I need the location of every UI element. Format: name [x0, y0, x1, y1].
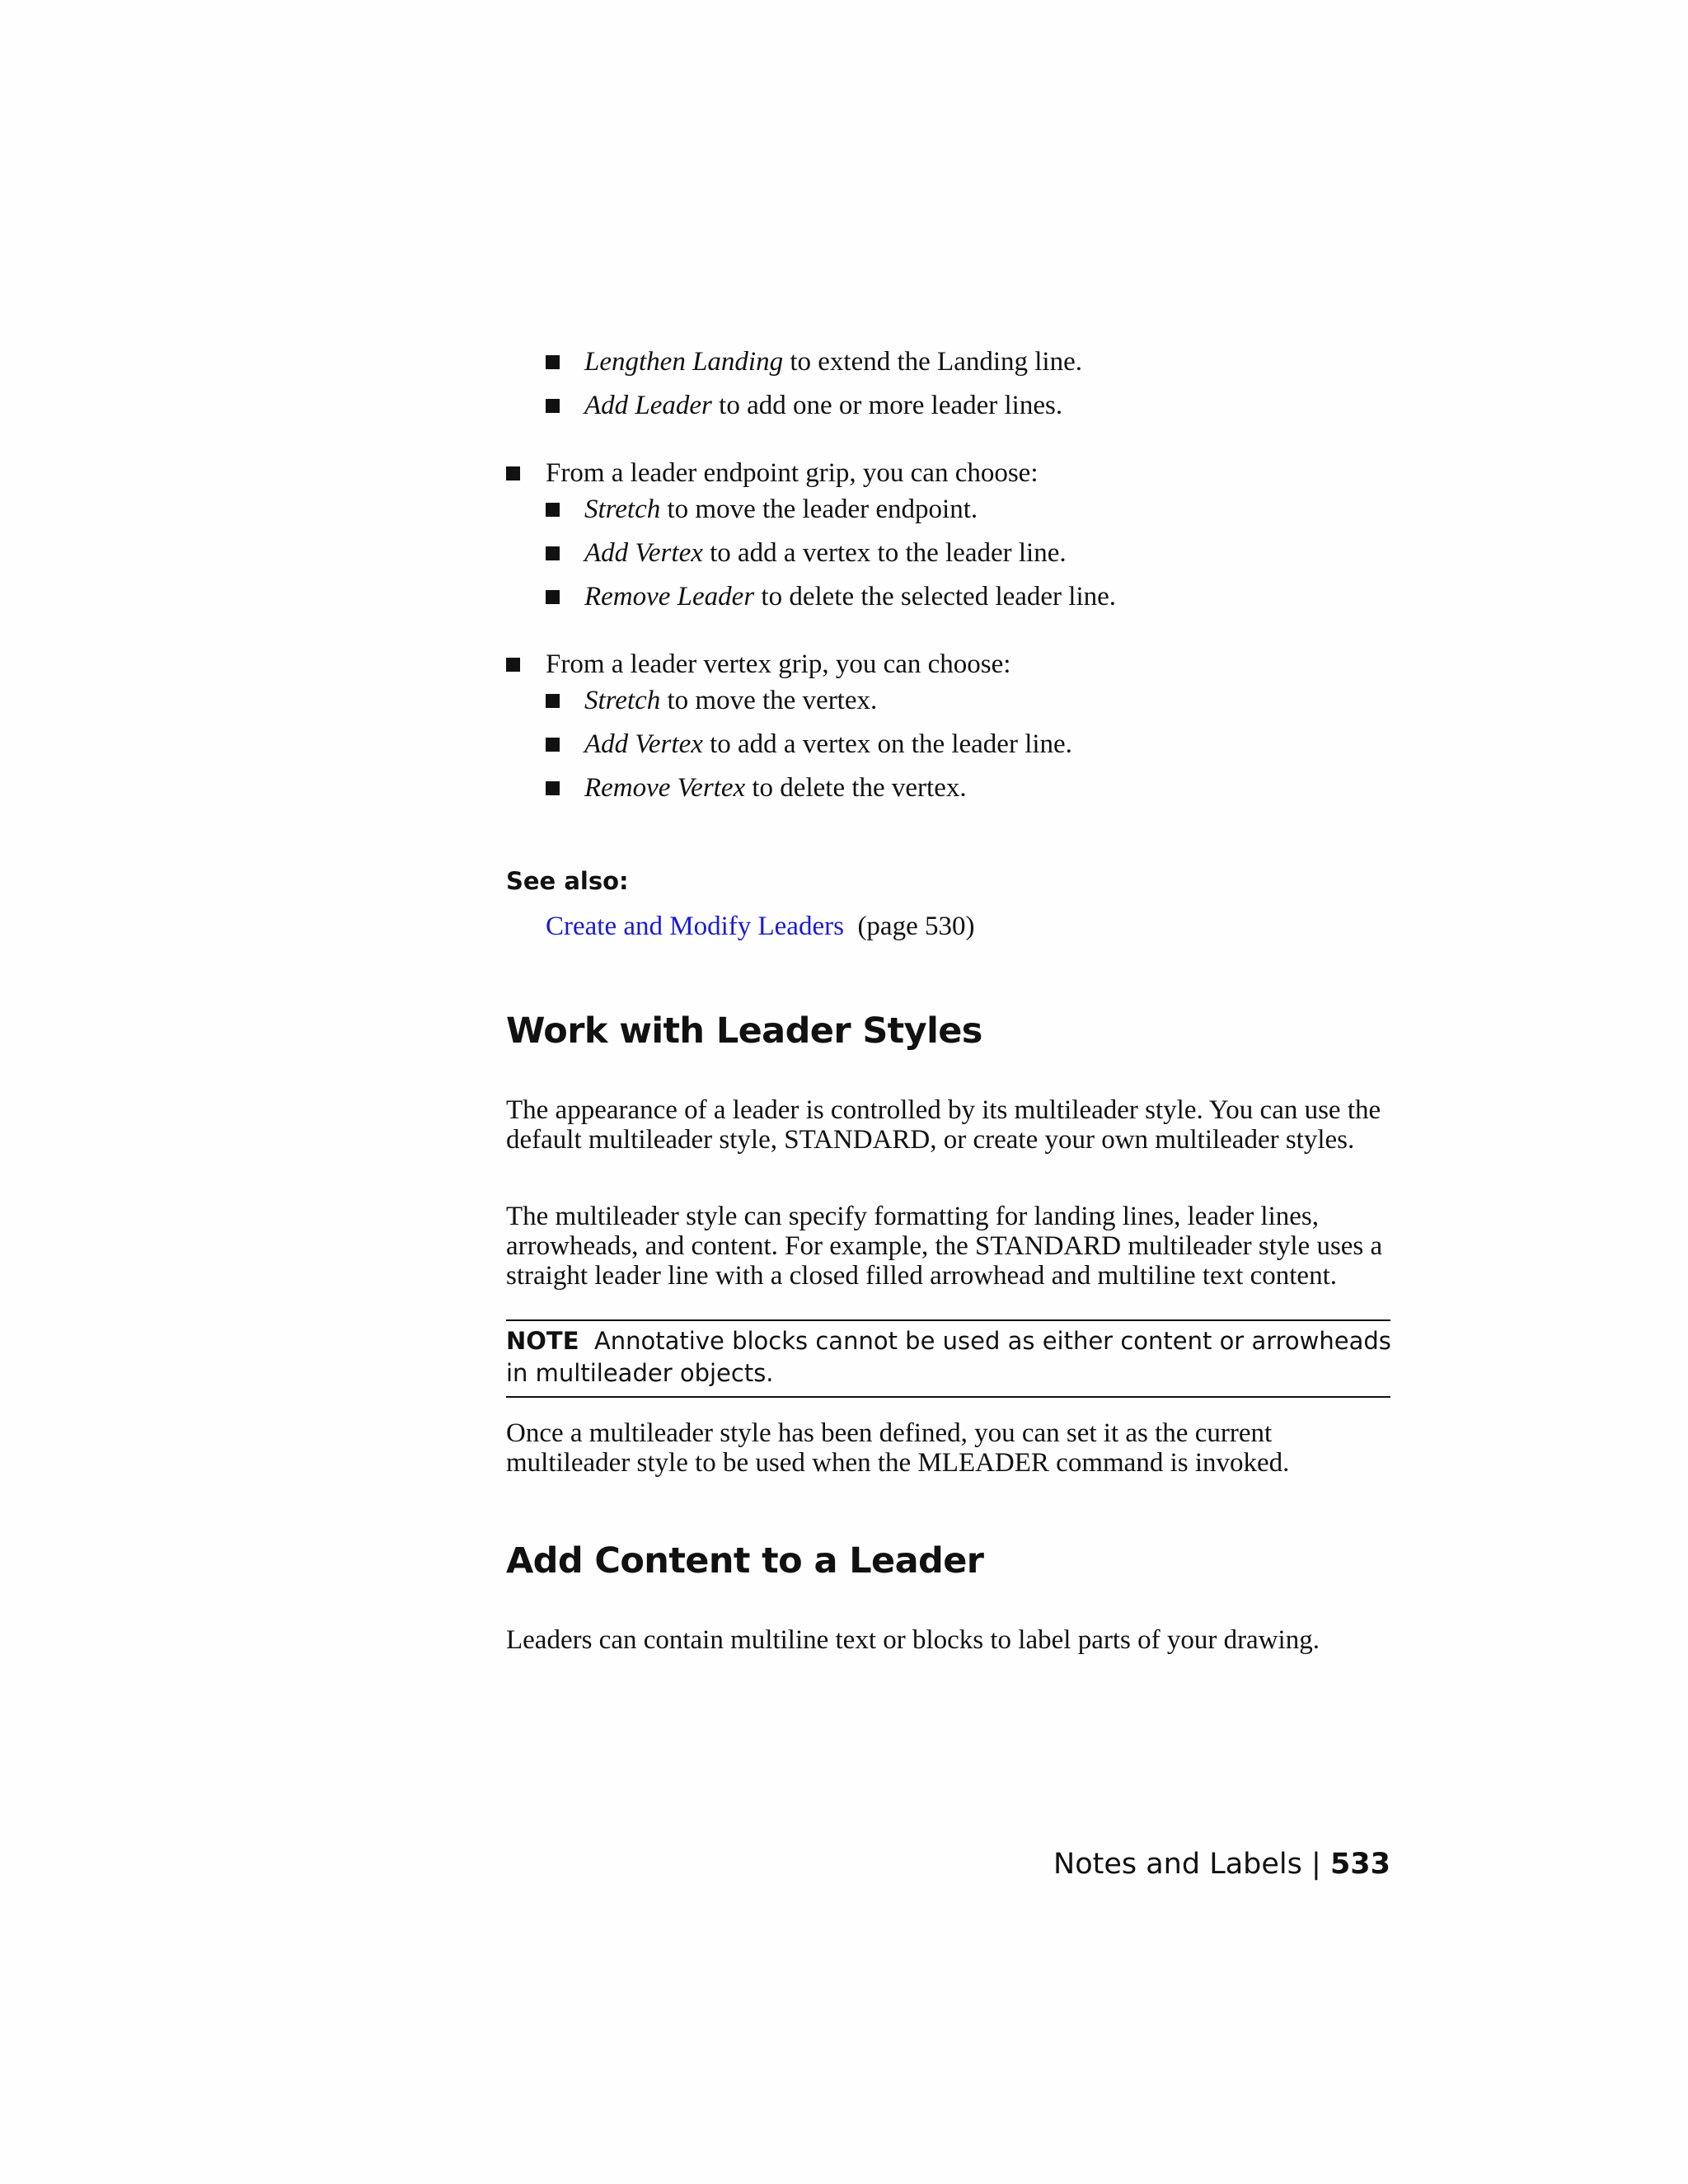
paragraph: Leaders can contain multiline text or blocks to label parts of your drawing.: [506, 1625, 1320, 1655]
list-item-term: Stretch: [584, 494, 661, 524]
list-item-text: to move the vertex.: [660, 686, 878, 715]
list-item-endpoint-grip: From a leader endpoint grip, you can choose:: [546, 458, 1039, 488]
paragraph: The multileader style can specify formatting for landing lines, leader lines, arrowheads, and content. For example, the STANDARD multileader style uses a straight leader line with a closed filled arrowhead and multiline text content.: [506, 1202, 1383, 1291]
list-item-add-vertex: [584, 537, 1067, 569]
list-item-term: Stretch: [584, 686, 661, 715]
sub-bullet-marker: [546, 694, 560, 708]
sub-bullet-marker: [546, 399, 560, 413]
page-number: 533: [1329, 1848, 1390, 1881]
list-item-term: Add Vertex: [584, 538, 703, 568]
see-also-reference: [546, 912, 974, 942]
list-item-stretch-vertex: [584, 684, 877, 717]
bullet-marker: [506, 466, 520, 480]
sub-bullet-marker: [546, 546, 560, 560]
note-text: Annotative blocks cannot be used as either content or arrowheads in multileader objects.: [506, 1327, 1391, 1387]
list-item-text: to extend the Landing line.: [783, 347, 1082, 377]
list-item-text: to add a vertex on the leader line.: [702, 729, 1072, 759]
list-item-remove-vertex: [584, 771, 967, 804]
sub-bullet-marker: [546, 781, 560, 795]
sub-bullet-marker: [546, 590, 560, 604]
list-item-stretch-endpoint: [584, 493, 978, 526]
list-item-text: to move the leader endpoint.: [660, 494, 978, 524]
list-item-term: Remove Vertex: [584, 773, 746, 803]
sub-bullet-marker: [546, 738, 560, 752]
paragraph: The appearance of a leader is controlled by its multileader style. You can use the default multileader style, STANDARD, or create your own multileader styles.: [506, 1095, 1381, 1155]
footer-separator: |: [1311, 1848, 1321, 1881]
paragraph: Once a multileader style has been defined, you can set it as the current multileader style to be used when the MLEADER command is invoked.: [506, 1418, 1290, 1478]
list-item-lengthen-landing: [584, 345, 1082, 378]
list-item-text: to delete the selected leader line.: [754, 582, 1117, 612]
sub-bullet-marker: [546, 355, 560, 369]
chapter-title: Notes and Labels: [1053, 1848, 1302, 1881]
list-item-term: Lengthen Landing: [584, 347, 784, 377]
create-modify-leaders-link[interactable]: Create and Modify Leaders: [546, 912, 844, 941]
note-top-rule: [506, 1319, 1390, 1321]
list-item-term: Remove Leader: [584, 582, 755, 612]
list-item-add-leader: [584, 389, 1062, 422]
list-item-text: to delete the vertex.: [745, 773, 967, 803]
bullet-marker: [506, 658, 520, 672]
see-also-label: See also:: [506, 867, 629, 895]
list-item-term: Add Leader: [584, 391, 712, 420]
sub-bullet-marker: [546, 503, 560, 517]
list-item-add-vertex-on-line: [584, 728, 1072, 761]
list-item-text: to add a vertex to the leader line.: [702, 538, 1067, 568]
note-bottom-rule: [506, 1396, 1390, 1398]
section-heading-add-content: Add Content to a Leader: [506, 1540, 984, 1582]
list-item-remove-leader: [584, 580, 1116, 613]
list-item-text: to add one or more leader lines.: [711, 391, 1063, 420]
page-reference: (page 530): [857, 912, 975, 941]
note-box: [506, 1325, 1392, 1390]
section-heading-leader-styles: Work with Leader Styles: [506, 1010, 982, 1052]
page-footer: [1053, 1848, 1390, 1881]
list-item-vertex-grip: From a leader vertex grip, you can choose:: [546, 649, 1011, 679]
note-label: NOTE: [506, 1327, 579, 1355]
list-item-term: Add Vertex: [584, 729, 703, 759]
